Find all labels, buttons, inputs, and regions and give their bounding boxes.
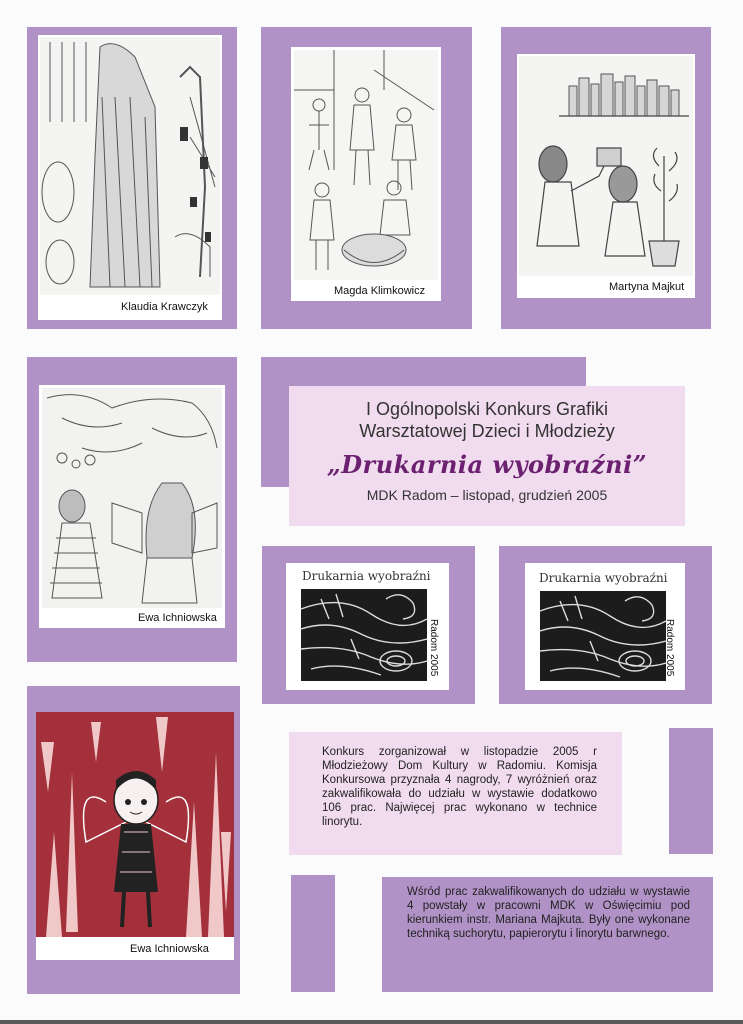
caption-2: Magda Klimkowicz <box>334 285 426 297</box>
description-paragraph-2: Wśród prac zakwalifikowanych do udziału w wystawie 4 powstały w pracowni MDK w Oświęcimiu pod kierunkiem instr. Mariana Majkuta. Były one wykonane techniką suchorytu, papierorytu i linorytu barwnego. <box>407 886 690 940</box>
artwork-card-5 <box>36 712 234 960</box>
caption-4: Ewa Ichniowska <box>138 612 217 624</box>
artwork-card-2 <box>291 47 441 301</box>
stamp-card-right <box>525 563 685 690</box>
title-line-1: I Ogólnopolski Konkurs Grafiki <box>365 399 609 419</box>
artwork-card-4 <box>39 385 225 628</box>
purple-strip-right <box>669 728 713 854</box>
stamp-title-right: Drukarnia wyobraźni <box>539 571 668 585</box>
stamp-year-left: Radom 2005 <box>428 619 439 677</box>
artwork-image-5 <box>36 712 234 937</box>
title-line-2: Warsztatowej Dzieci i Młodzieży <box>359 421 615 441</box>
artwork-image-2 <box>294 50 438 280</box>
stamp-year-right: Radom 2005 <box>664 619 675 677</box>
stamp-card-left <box>286 563 449 690</box>
title-box <box>289 386 685 526</box>
stamp-title-left: Drukarnia wyobraźni <box>302 569 431 583</box>
title-subtitle: MDK Radom – listopad, grudzień 2005 <box>366 487 608 503</box>
caption-1: Klaudia Krawczyk <box>121 301 208 313</box>
stamp-image-left <box>301 589 427 681</box>
artwork-image-4 <box>42 388 222 608</box>
stamp-image-right <box>540 591 666 681</box>
artwork-card-3 <box>517 54 695 298</box>
artwork-image-3 <box>519 56 693 276</box>
caption-5: Ewa Ichniowska <box>130 943 209 955</box>
artwork-card-1 <box>38 35 222 320</box>
caption-3: Martyna Majkut <box>609 281 685 293</box>
description-paragraph-1: Konkurs zorganizował w listopadzie 2005 r Młodzieżowy Dom Kultury w Radomiu. Komisja Konkursowa przyznała 4 nagrody, 7 wyróżnień oraz zakwalifikowała do udziału w wystawie dodatkowo 106 prac. Najwięcej prac wykonano w technice linorytu. <box>322 746 597 828</box>
artwork-image-1 <box>40 37 220 295</box>
purple-strip-bottom-left <box>291 875 335 992</box>
competition-name: „Drukarnia wyobraźni” <box>326 450 648 479</box>
page-bottom-edge <box>0 1020 743 1024</box>
